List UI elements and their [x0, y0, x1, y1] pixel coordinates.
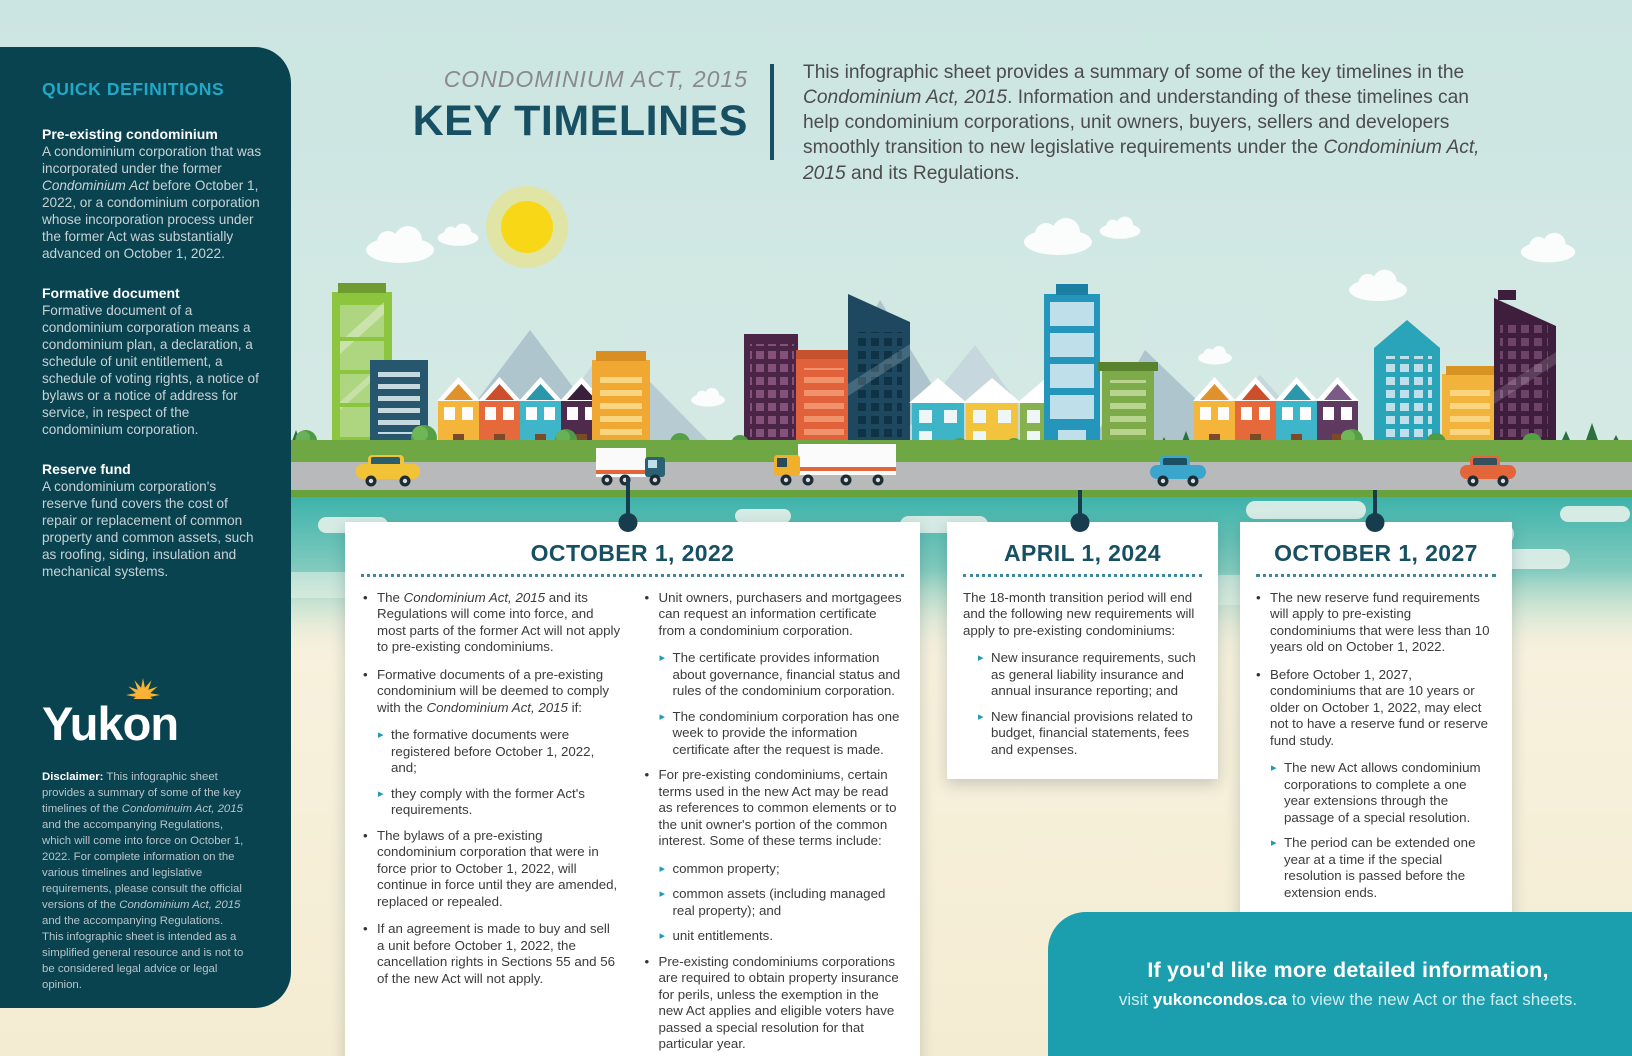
bullet-text: If an agreement is made to buy and sell a unit before October 1, 2022, the cancellation rights in Sections 55 and 56 of the new Act will not apply. [377, 921, 616, 986]
bullet-marker: ▸ [1271, 762, 1277, 775]
bullet-item [363, 828, 621, 910]
yukoncondos-link[interactable]: yukoncondos.ca [1152, 990, 1288, 1009]
bullet-marker: ▸ [659, 930, 666, 943]
visit-suffix: to view the new Act or the fact sheets. [1287, 990, 1578, 1009]
bullet-item [660, 861, 903, 877]
bullet-item [978, 650, 1202, 699]
timeline-connector-2024 [1078, 490, 1082, 518]
bullet-text: The certificate provides information about governance, financial status and rules of the condominium corporation. [672, 650, 901, 699]
bullet-item [378, 727, 621, 776]
definition-body: Formative document of a condominium corporation means a condominium plan, a declaration, a schedule of unit entitlement, a schedule of voting rights, a notice of bylaws or a notice of address for service, in respect of the condominium corporation. [42, 302, 259, 437]
act-kicker: CONDOMINIUM ACT, 2015 [443, 66, 748, 92]
timeline-connector-2022 [626, 478, 630, 518]
bullet-item [978, 709, 1202, 758]
bullet-marker: • [363, 666, 368, 682]
bullet-marker: • [363, 921, 368, 937]
bullet-text: the formative documents were registered before October 1, 2022, and; [391, 727, 595, 776]
intro-paragraph: This infographic sheet provides a summary of some of the key timelines in the Condominium Act, 2015. Information and understanding of these timelines can help condominium corporations, unit owners, buyers, sellers and developers smoothly transition to new legislative requirements under the Condominium Act, 2015 and its Regulations. [803, 62, 1480, 184]
bullet-text: Before October 1, 2027, condominiums that are 10 years or older on October 1, 2022, may elect not to have a reserve fund or reserve fund study. [1270, 666, 1489, 748]
sidebar-title: QUICK DEFINITIONS [42, 79, 225, 99]
bullet-text: common assets (including managed real property); and [672, 886, 886, 918]
bullet-text: For pre-existing condominiums, certain terms used in the new Act may be read as references to common elements or to the unit owner's portion of the common interest. Some of these terms include: [658, 767, 897, 849]
bullet-item [378, 786, 621, 819]
bullet-text: common property; [672, 860, 780, 876]
bullet-text: New financial provisions related to budget, financial statements, fees and expenses. [991, 708, 1193, 757]
bullet-item [363, 921, 621, 987]
bullet-item [645, 954, 903, 1053]
bullet-marker: ▸ [978, 710, 984, 723]
more-info-line [1048, 990, 1632, 1010]
bullet-item [1256, 590, 1496, 656]
bullet-marker: • [1256, 666, 1261, 682]
card-date: APRIL 1, 2024 [1004, 540, 1161, 566]
bullet-item [363, 667, 621, 716]
bullet-marker: • [644, 590, 650, 605]
yukon-logo [42, 692, 202, 762]
title-block [388, 66, 748, 146]
sun [486, 186, 568, 268]
definition-formative-document [42, 285, 263, 439]
more-info-headline: If you'd like more detailed information, [1147, 958, 1549, 982]
bullet-item [660, 709, 903, 758]
bullet-text: The bylaws of a pre-existing condominium corporation that were in force prior to October 1, 2022, will continue in force until they are amended, replaced or repealed. [377, 827, 618, 909]
definition-body: A condominium corporation's reserve fund covers the cost of repair or replacement of common property and common assets, such as roofing, siding, insulation and mechanical systems. [42, 478, 254, 579]
bullet-text: New insurance requirements, such as general liability insurance and annual insurance reporting; and [991, 650, 1196, 699]
bullet-marker: • [363, 827, 368, 843]
timeline-dot [1071, 513, 1090, 532]
bullet-marker: ▸ [378, 787, 384, 800]
dotted-rule [963, 574, 1202, 577]
bullet-marker: • [644, 953, 650, 969]
timeline-dot [619, 513, 638, 532]
bullet-text: Unit owners, purchasers and mortgagees can request an information certificate from a condominium corporation. [658, 590, 902, 638]
page-title: KEY TIMELINES [412, 97, 748, 145]
dotted-rule [361, 574, 904, 577]
bullet-item [645, 590, 903, 639]
definition-term: Reserve fund [42, 460, 131, 477]
bullet-item [363, 590, 621, 656]
bullet-item [660, 886, 903, 919]
bullet-item [1271, 760, 1496, 826]
card-date: OCTOBER 1, 2022 [530, 540, 735, 566]
bullet-marker: ▸ [659, 862, 666, 875]
header-divider [770, 64, 774, 160]
definitions-sidebar [0, 47, 291, 1008]
card-body [947, 590, 1218, 758]
bullet-item [963, 590, 1202, 639]
bullet-item [645, 767, 903, 849]
definition-term: Pre-existing condominium [42, 126, 218, 142]
bullet-marker: ▸ [1271, 837, 1277, 850]
definition-term: Formative document [42, 284, 180, 301]
bullet-marker: ▸ [659, 710, 666, 723]
timeline-dot [1366, 513, 1385, 532]
dotted-rule [1256, 574, 1496, 577]
bullet-text: The new Act allows condominium corporations to complete a one year extensions through the passage of a special resolution. [1284, 760, 1481, 825]
definition-body: A condominium corporation that was incorporated under the former Condominium Act before October 1, 2022, or a condominium corporation whose incorporation process under the former Act was substantially advanced on October 1, 2022. [42, 144, 262, 261]
yukon-wordmark: Yukon [42, 697, 179, 750]
card-column-right [645, 590, 903, 1056]
bullet-text: The Condominium Act, 2015 and its Regulations will come into force, and most parts of the former Act will not apply to pre-existing condominiums. [377, 590, 621, 655]
bullet-text: Formative documents of a pre-existing condominium will be deemed to comply with the Condominium Act, 2015 if: [377, 666, 610, 715]
bullet-item [660, 650, 903, 699]
bullet-item [660, 928, 903, 944]
definition-pre-existing [42, 126, 263, 263]
bullet-marker: ▸ [978, 652, 984, 665]
bullet-marker: • [363, 590, 368, 605]
bullet-marker: ▸ [659, 652, 666, 665]
bullet-text: The condominium corporation has one week to provide the information certificate after the request is made. [672, 708, 900, 757]
bullet-text: they comply with the former Act's requirements. [391, 785, 585, 818]
definition-reserve-fund [42, 461, 263, 581]
bullet-marker: • [644, 767, 650, 783]
card-column-left [363, 590, 621, 1056]
bullet-text: unit entitlements. [672, 928, 774, 944]
card-april-2024 [947, 522, 1218, 779]
card-october-2022 [345, 522, 920, 1056]
bullet-item [1271, 835, 1496, 901]
bullet-text: The period can be extended one year at a time if the special resolution is passed before the extension ends. [1284, 835, 1476, 900]
disclaimer: Disclaimer: This infographic sheet provides a summary of some of the key timelines of the Condominuim Act, 2015 and the accompanying Regulations, which will come into force on October 1, 2022. For complete information on the various timelines and legislative requirements, please consult the official versions of the Condominium Act, 2015 and the accompanying Regulations. This infographic sheet is intended as a simplified general resource and is not to be considered legal advice or legal opinion. [42, 771, 244, 991]
bullet-marker: ▸ [378, 729, 384, 742]
more-info-box [1048, 912, 1632, 1056]
card-body [1240, 590, 1512, 901]
bullet-item [1256, 667, 1496, 749]
card-date: OCTOBER 1, 2027 [1274, 540, 1478, 566]
bullet-marker: ▸ [659, 888, 666, 901]
visit-text: visit [1118, 990, 1153, 1009]
card-october-2027 [1240, 522, 1512, 922]
bullet-text: The 18-month transition period will end and the following new requirements will apply to pre-existing condominiums: [963, 590, 1195, 638]
bullet-text: Pre-existing condominiums corporations are required to obtain property insurance for perils, unless the exemption in the new Act applies and eligible voters have passed a special resolution for that particular year. [658, 953, 899, 1052]
bullet-marker: • [1256, 590, 1261, 605]
bullet-text: The new reserve fund requirements will apply to pre-existing condominiums that were less than 10 years old on October 1, 2022. [1270, 590, 1490, 655]
timeline-connector-2027 [1373, 490, 1377, 518]
